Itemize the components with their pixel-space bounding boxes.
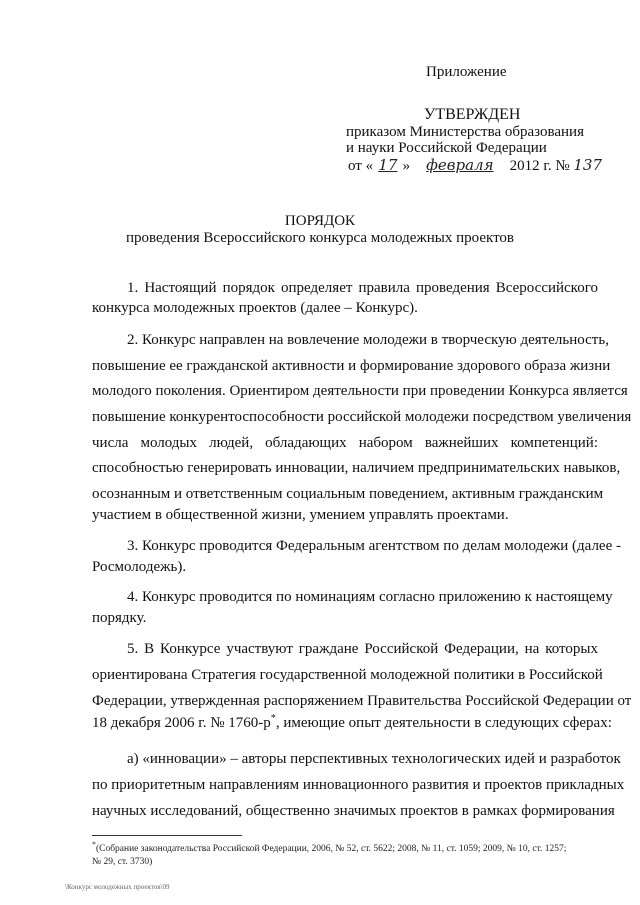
footnote-separator <box>92 835 242 836</box>
footnote-mark: * <box>92 840 96 849</box>
body-line: по приоритетным направлениям инновационного развития и проектов прикладных <box>92 777 625 793</box>
date-mid: » <box>402 158 411 174</box>
body-line: 5. В Конкурсе участвуют граждане Российской Федерации, на которых <box>127 641 598 657</box>
file-path-stamp: \Конкурс молодежных проектов\09 <box>65 883 170 891</box>
body-line: конкурса молодежных проектов (далее – Конкурс). <box>92 300 418 316</box>
date-prefix: от « <box>348 158 374 174</box>
body-line: повышение конкурентоспособности российской молодежи посредством увеличения <box>92 409 632 425</box>
body-line: способностью генерировать инновации, наличием предпринимательских навыков, <box>92 460 621 476</box>
document-title: ПОРЯДОК <box>284 213 356 229</box>
approved-label: УТВЕРЖДЕН <box>424 106 521 123</box>
body-line: а) «инновации» – авторы перспективных технологических идей и разработок <box>127 751 621 767</box>
footnote <box>92 838 604 869</box>
body-line: молодого поколения. Ориентиром деятельности при проведении Конкурса является <box>92 383 628 399</box>
body-line: 2. Конкурс направлен на вовлечение молодежи в творческую деятельность, <box>127 332 609 348</box>
body-line: Росмолодежь). <box>92 559 187 575</box>
body-line: 1. Настоящий порядок определяет правила проведения Всероссийского <box>127 280 598 296</box>
body-line: порядку. <box>92 610 147 626</box>
body-line: повышение ее гражданской активности и формирование здорового образа жизни <box>92 358 611 374</box>
footnote-reference[interactable]: * <box>270 713 276 724</box>
body-line-part: , имеющие опыт деятельности в следующих сферах: <box>275 715 612 731</box>
date-day: 17 <box>378 156 398 174</box>
body-line: участием в общественной жизни, умением управлять проектами. <box>92 507 509 523</box>
order-number: 137 <box>573 156 603 174</box>
date-year: 2012 г. № <box>509 158 570 174</box>
body-line: 3. Конкурс проводится Федеральным агентством по делам молодежи (далее - <box>127 538 621 554</box>
footnote-line-2: № 29, ст. 3730) <box>92 857 153 868</box>
footnote-text: (Собрание законодательства Российской Федерации, 2006, № 52, ст. 5622; 2008, № 11, ст. 1059; 2009, № 10, ст. 1257; <box>95 844 567 855</box>
order-line-2: и науки Российской Федерации <box>346 140 547 156</box>
body-line: научных исследований, общественно значимых проектов в рамках формирования <box>92 803 615 819</box>
appendix-label: Приложение <box>426 64 507 80</box>
body-line: осознанным и ответственным социальным поведением, активным гражданским <box>92 486 604 502</box>
body-line: числа молодых людей, обладающих набором важнейших компетенций: <box>92 435 598 451</box>
document-subtitle: проведения Всероссийского конкурса молодежных проектов <box>125 230 515 246</box>
order-date-line <box>348 156 602 175</box>
date-month: февраля <box>426 156 494 174</box>
body-line-part: 18 декабря 2006 г. № 1760-р <box>92 715 271 731</box>
body-line-with-footnote <box>92 713 612 732</box>
body-line: ориентирована Стратегия государственной молодежной политики в Российской <box>92 667 603 683</box>
footnote-line-1 <box>92 838 604 856</box>
body-line: Федерации, утвержденная распоряжением Правительства Российской Федерации от <box>92 693 632 709</box>
order-line-1: приказом Министерства образования <box>346 124 584 140</box>
body-line: 4. Конкурс проводится по номинациям согласно приложению к настоящему <box>127 589 613 605</box>
